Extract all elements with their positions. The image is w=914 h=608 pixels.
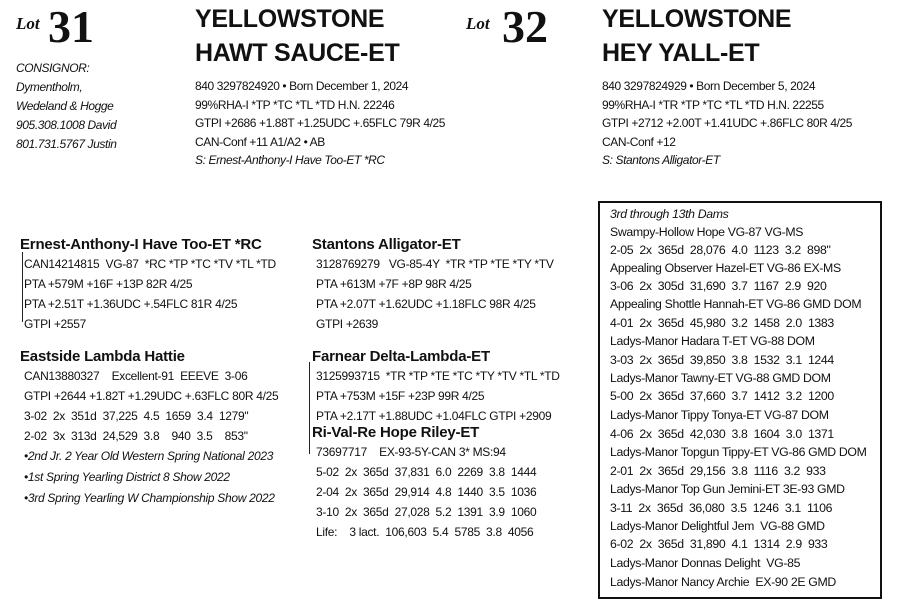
sire-name: Stantons Alligator-ET (312, 236, 461, 253)
lot-31-info (195, 77, 445, 170)
sire-line: S: Stantons Alligator-ET (602, 153, 720, 167)
dam-record: 6-02 2x 365d 31,890 4.1 1314 2.9 933 (610, 537, 828, 551)
lot-31-sire-block (20, 236, 276, 334)
dam-record: 3-06 2x 305d 31,690 3.7 1167 2.9 920 (610, 279, 827, 293)
dam-record: 3-03 2x 365d 39,850 3.8 1532 3.1 1244 (610, 353, 834, 367)
dam-name: Eastside Lambda Hattie (20, 348, 185, 365)
dam-entry: Ladys-Manor Tippy Tonya-ET VG-87 DOM (610, 408, 829, 422)
dam-award: •2nd Jr. 2 Year Old Western Spring National 2023 (24, 449, 274, 463)
lot-32-info (602, 77, 852, 170)
consignor-block (16, 59, 117, 154)
gtpi-line: GTPI +2686 +1.88T +1.25UDC +.65FLC 79R 4/25 (195, 116, 446, 130)
dam-award: •1st Spring Yearling District 8 Show 2022 (24, 470, 230, 484)
dam-entry: Ladys-Manor Tawny-ET VG-88 GMD DOM (610, 371, 831, 385)
dam-record: 5-00 2x 365d 37,660 3.7 1412 3.2 1200 (610, 389, 834, 403)
pedigree-bracket (309, 362, 310, 454)
registration-line: 840 3297824920 • Born December 1, 2024 (195, 79, 409, 93)
lot-32-title-line2: HEY YALL-ET (602, 39, 760, 67)
lot-31-title-line2: HAWT SAUCE-ET (195, 39, 400, 67)
sire-gtpi-line: GTPI +2557 (24, 317, 87, 331)
lot-31-number: 31 (48, 1, 94, 52)
granddam-lifetime-line: Life: 3 lact. 106,603 5.4 5785 3.8 4056 (316, 525, 534, 539)
conf-line: CAN-Conf +11 A1/A2 • AB (195, 134, 325, 149)
sire-pta-line: PTA +613M +7F +8P 98R 4/25 (316, 277, 472, 291)
dam-record: 2-05 2x 365d 28,076 4.0 1123 3.2 898" (610, 243, 831, 257)
consignor-phone: 801.731.5767 Justin (16, 137, 117, 151)
lot-32-dam-block (312, 348, 560, 426)
dam-entry: Ladys-Manor Topgun Tippy-ET VG-86 GMD DOM (610, 445, 867, 459)
lot-32-number: 32 (502, 1, 548, 52)
dam-record-line: 2-02 3x 313d 24,529 3.8 940 3.5 853" (24, 429, 248, 443)
sire-name: Ernest-Anthony-I Have Too-ET *RC (20, 236, 262, 253)
lot-32-title-line1: YELLOWSTONE (602, 5, 792, 33)
dam-gtpi-line: GTPI +2644 +1.82T +1.29UDC +.63FLC 80R 4/25 (24, 389, 279, 403)
dam-pta-line: PTA +753M +15F +23P 99R 4/25 (316, 389, 485, 403)
dam-name: Farnear Delta-Lambda-ET (312, 348, 490, 365)
sire-pta-line: PTA +2.51T +1.36UDC +.54FLC 81R 4/25 (24, 297, 238, 311)
consignor-phone: 905.308.1008 David (16, 118, 117, 132)
sire-reg-line: CAN14214815 VG-87 *RC *TP *TC *TV *TL *TD (24, 257, 276, 271)
dam-pta-line: PTA +2.17T +1.88UDC +1.04FLC GTPI +2909 (316, 409, 552, 423)
consignor-label: CONSIGNOR: (16, 61, 90, 75)
lot-32-sire-block (312, 236, 554, 334)
lot-31-dam-block (20, 348, 278, 509)
genetics-line: 99%RHA-I *TP *TC *TL *TD H.N. 22246 (195, 97, 395, 112)
dam-entry: Swampy-Hollow Hope VG-87 VG-MS (610, 225, 804, 239)
sire-reg-line: 3128769279 VG-85-4Y *TR *TP *TE *TY *TV (316, 257, 554, 271)
granddam-record-line: 2-04 2x 365d 29,914 4.8 1440 3.5 1036 (316, 485, 537, 499)
dam-reg-line: CAN13880327 Excellent-91 EEEVE 3-06 (24, 369, 248, 383)
sire-gtpi-line: GTPI +2639 (316, 317, 379, 331)
granddam-reg-line: 73697717 EX-93-5Y-CAN 3* MS:94 (316, 445, 506, 459)
granddam-record-line: 3-10 2x 365d 27,028 5.2 1391 3.9 1060 (316, 505, 537, 519)
lot-31-label: Lot (16, 14, 40, 33)
lot-32-label: Lot (466, 14, 490, 33)
granddam-name: Ri-Val-Re Hope Riley-ET (312, 424, 480, 441)
dam-record: 4-06 2x 365d 42,030 3.8 1604 3.0 1371 (610, 427, 834, 441)
dam-record: 4-01 2x 365d 45,980 3.2 1458 2.0 1383 (610, 316, 834, 330)
consignor-line: Dymentholm, (16, 80, 83, 94)
registration-line: 840 3297824929 • Born December 5, 2024 (602, 79, 816, 93)
dam-reg-line: 3125993715 *TR *TP *TE *TC *TY *TV *TL *TD (316, 369, 560, 383)
conf-line: CAN-Conf +12 (602, 134, 676, 149)
lot-31-title-line1: YELLOWSTONE (195, 5, 385, 33)
dam-entry: Appealing Shottle Hannah-ET VG-86 GMD DOM (610, 297, 862, 311)
dam-entry: Ladys-Manor Nancy Archie EX-90 2E GMD (610, 575, 836, 589)
consignor-line: Wedeland & Hogge (16, 99, 114, 113)
dam-award: •3rd Spring Yearling W Championship Show 2022 (24, 491, 275, 505)
genetics-line: 99%RHA-I *TR *TP *TC *TL *TD H.N. 22255 (602, 97, 824, 112)
dam-record: 3-11 2x 365d 36,080 3.5 1246 3.1 1106 (610, 501, 833, 515)
dams-box (598, 201, 882, 599)
dam-entry: Ladys-Manor Delightful Jem VG-88 GMD (610, 519, 825, 533)
lot-32-granddam-block (312, 424, 536, 542)
dam-record: 2-01 2x 365d 29,156 3.8 1116 3.2 933 (610, 464, 826, 478)
sire-line: S: Ernest-Anthony-I Have Too-ET *RC (195, 153, 385, 167)
granddam-record-line: 5-02 2x 365d 37,831 6.0 2269 3.8 1444 (316, 465, 537, 479)
sire-pta-line: PTA +2.07T +1.62UDC +1.18FLC 98R 4/25 (316, 297, 536, 311)
sire-pta-line: PTA +579M +16F +13P 82R 4/25 (24, 277, 193, 291)
gtpi-line: GTPI +2712 +2.00T +1.41UDC +.86FLC 80R 4/25 (602, 116, 853, 130)
dam-entry: Ladys-Manor Donnas Delight VG-85 (610, 556, 801, 570)
dams-box-heading: 3rd through 13th Dams (610, 207, 729, 221)
dam-entry: Ladys-Manor Hadara T-ET VG-88 DOM (610, 334, 815, 348)
dam-entry: Appealing Observer Hazel-ET VG-86 EX-MS (610, 261, 841, 275)
dam-record-line: 3-02 2x 351d 37,225 4.5 1659 3.4 1279" (24, 409, 249, 423)
dam-entry: Ladys-Manor Top Gun Jemini-ET 3E-93 GMD (610, 482, 845, 496)
